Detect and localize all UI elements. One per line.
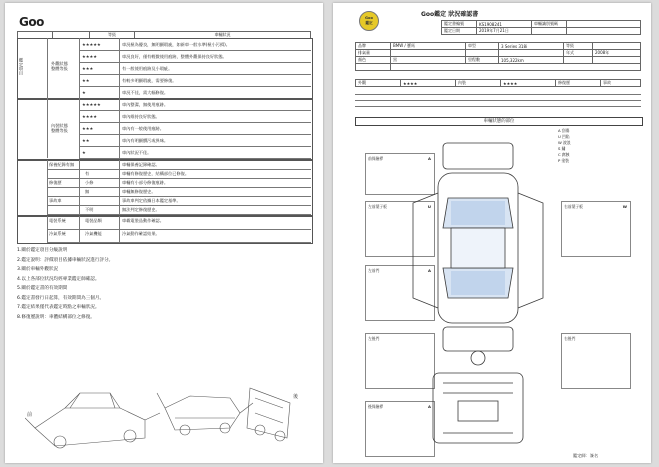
row-sep [79,158,311,159]
row-sep [79,146,311,147]
row-sep [47,229,311,230]
color-label: 顏色 [356,57,391,64]
row-b: 有 [85,171,90,176]
level-desc: 車況不佳，需大幅修復。 [122,89,169,95]
level-desc: 有一般使用痕跡及小瑕疵。 [122,65,173,71]
row-sep [79,62,311,63]
row-c: 車輛保養記錄確認。 [122,162,160,167]
panel-code: A [428,268,431,273]
panel-code: A [428,404,431,409]
car-iso-right [247,388,290,441]
disp-label: 排氣量 [356,50,391,57]
row-b: 小修 [85,180,94,185]
row-sep [79,50,311,51]
model-label: 車型 [466,43,499,50]
row-b: 不明 [85,207,94,212]
row-sep [79,122,311,123]
left-page [5,3,323,463]
row-sep [79,110,311,111]
level-stars: ★ [82,89,86,95]
row-b: 電裝品類 [85,218,102,223]
panel-name: 左前葉子板 [368,204,387,209]
note-line: 6.鑑定書發行日起算，有效期間為三個月。 [17,295,105,301]
year-value: 2008年 [593,50,641,57]
page-title: Goo鑑定 狀況確認書 [421,11,479,18]
info-k2: 車輛識別號碼 [532,21,567,28]
row-a: 保養紀錄有無 [49,162,75,167]
level-desc: 車況極為優良，無明顯瑕疵，如新車一般水準(極小污損)。 [122,41,230,47]
panel-code: U [427,204,431,209]
level-stars: ★★★★★ [82,41,101,47]
diagram-label-front: 前 [27,412,33,418]
group-int-label: 內裝狀態 整體等級 [51,123,68,133]
row-sep [47,196,311,197]
legend-item: C 腐蝕 [558,152,570,157]
window-fill-rear [451,271,505,295]
legend-item: S 鏽 [558,146,566,151]
info-k0: 鑑定書編號 [442,21,477,28]
legend-item: U 凹陷 [558,134,570,139]
panel-name: 後保險桿 [368,404,384,409]
level-stars: ★★★★★ [82,101,101,107]
info-v0: KS1908241 [477,21,532,28]
panel-name: 右後門 [564,336,576,341]
info-v2 [567,21,641,28]
panel-name: 左前門 [368,268,380,273]
row-sep [47,242,311,243]
row-c: 車輛有小部分修復痕跡。 [122,180,169,185]
brand-value: BMW / 寶馬 [391,43,466,50]
legend-item: A 刮傷 [558,128,570,133]
row-sep [79,74,311,75]
disp-value [391,50,466,57]
row-c: 無法判定修復歷史。 [122,207,160,212]
row-b: 無 [85,189,90,194]
car-diagrams [25,358,305,458]
row-b: 冷氣機能 [85,231,102,236]
row-sep [47,214,311,215]
eval-table [355,79,641,87]
row-c: 事故車判定依據日本鑑定基準。 [122,198,181,203]
eval-int-label: 內裝 [456,80,501,87]
goo-badge [359,11,379,31]
panel-code: A [428,156,431,161]
level-stars: ★★★★ [82,53,98,59]
row-sep [47,169,311,170]
note-line: 8.修復歷說明：車體結構部位之修復。 [17,314,95,320]
level-stars: ★★★★ [82,113,98,119]
level-desc: 車內有明顯髒污或異味。 [122,137,169,143]
note-line: 3.關於車輛外觀狀況 [17,267,59,272]
car-table [355,42,641,71]
row-sep [79,86,311,87]
car-iso-left [25,393,160,448]
note-line: 1.關於鑑定項目分級說明 [17,248,68,253]
window-fill-front [451,201,505,225]
row-sep [79,134,311,135]
footer-sign: 鑑定師：簽名 [573,453,599,458]
level-stars: ★★★ [82,125,94,131]
row-sep [47,205,311,206]
row-c: 冷氣動作確認結果。 [122,231,160,236]
right-page [333,3,651,463]
note-line: 2.鑑定說明：評價項目依據車輛狀況進行評分。 [17,257,114,263]
row-sep [47,187,311,188]
side-label: 鑑定項目 [19,58,24,75]
info-table [441,20,641,35]
grade-label: 等級 [564,43,593,50]
model-value: 3 Series 318i [499,43,564,50]
level-desc: 車內有一般使用痕跡。 [122,125,164,131]
panel-name: 前保險桿 [368,156,384,161]
goo-badge-text: Goo 鑑定 [365,16,373,25]
row-sep [47,178,311,179]
damage-panel [561,201,631,257]
damage-section-header: 車輛狀態的部位 [355,117,643,126]
panel-name: 左後門 [368,336,380,341]
color-value: 黑 [391,57,466,64]
level-stars: ★ [82,149,86,155]
row-c: 車輛有修復歷史，結構部位已修復。 [122,171,190,176]
damage-panel [561,333,631,389]
level-stars: ★★ [82,137,90,143]
goo-logo: Goo [19,15,44,29]
row-a: 冷氣系統 [49,231,66,236]
legend-item: P 塗裝 [558,158,570,163]
mileage-value: 105,322km [499,57,564,64]
car-iso-middle [157,393,253,435]
info-k1: 鑑定日期 [442,28,477,35]
group-ext-label: 外觀狀態 整體等級 [51,61,68,71]
note-line: 5.關於鑑定書的有效期間 [17,286,68,291]
eval-int-stars: ★★★★ [501,80,556,87]
panel-name: 右前葉子板 [564,204,583,209]
legend-item: W 波浪 [558,140,571,145]
level-stars: ★★ [82,77,90,83]
panel-code: W [622,204,627,209]
row-c: 車載電裝品動作確認。 [122,218,164,223]
car-topview [403,133,553,453]
eval-acc-label: 事故 [601,80,641,87]
row-a: 修復歷 [49,180,62,185]
note-line: 7.鑑定結果僅代表鑑定時點之車輛狀況。 [17,305,100,310]
info-v1: 2019年7月21日 [477,28,532,35]
level-desc: 有較多明顯瑕疵，需要修復。 [122,77,177,83]
diagram-label-rear: 後 [293,394,299,400]
row-a: 電裝系統 [49,218,66,223]
mileage-label: 里程數 [466,57,499,64]
row-a: 事故車 [49,198,62,203]
brand-label: 品牌 [356,43,391,50]
level-desc: 車內狀況不佳。 [122,149,152,155]
row-c: 車輛無修復歷史。 [122,189,156,194]
year-label: 年式 [564,50,593,57]
note-line: 4.以上各部位狀況均經專業鑑定師確認。 [17,276,100,282]
level-stars: ★★★ [82,65,94,71]
level-desc: 車況良好，僅有輕微使用痕跡，整體外觀保持良好狀態。 [122,53,227,59]
level-desc: 車內整潔，無使用痕跡。 [122,101,169,107]
header-level: 等級 [90,32,135,39]
eval-ext-stars: ★★★★ [401,80,456,87]
eval-repair-label: 修復歷 [556,80,601,87]
level-desc: 車內維持良好狀態。 [122,113,160,119]
eval-notes [355,89,641,113]
eval-ext-label: 外觀 [356,80,401,87]
header-desc: 車輛狀況 [135,32,311,39]
